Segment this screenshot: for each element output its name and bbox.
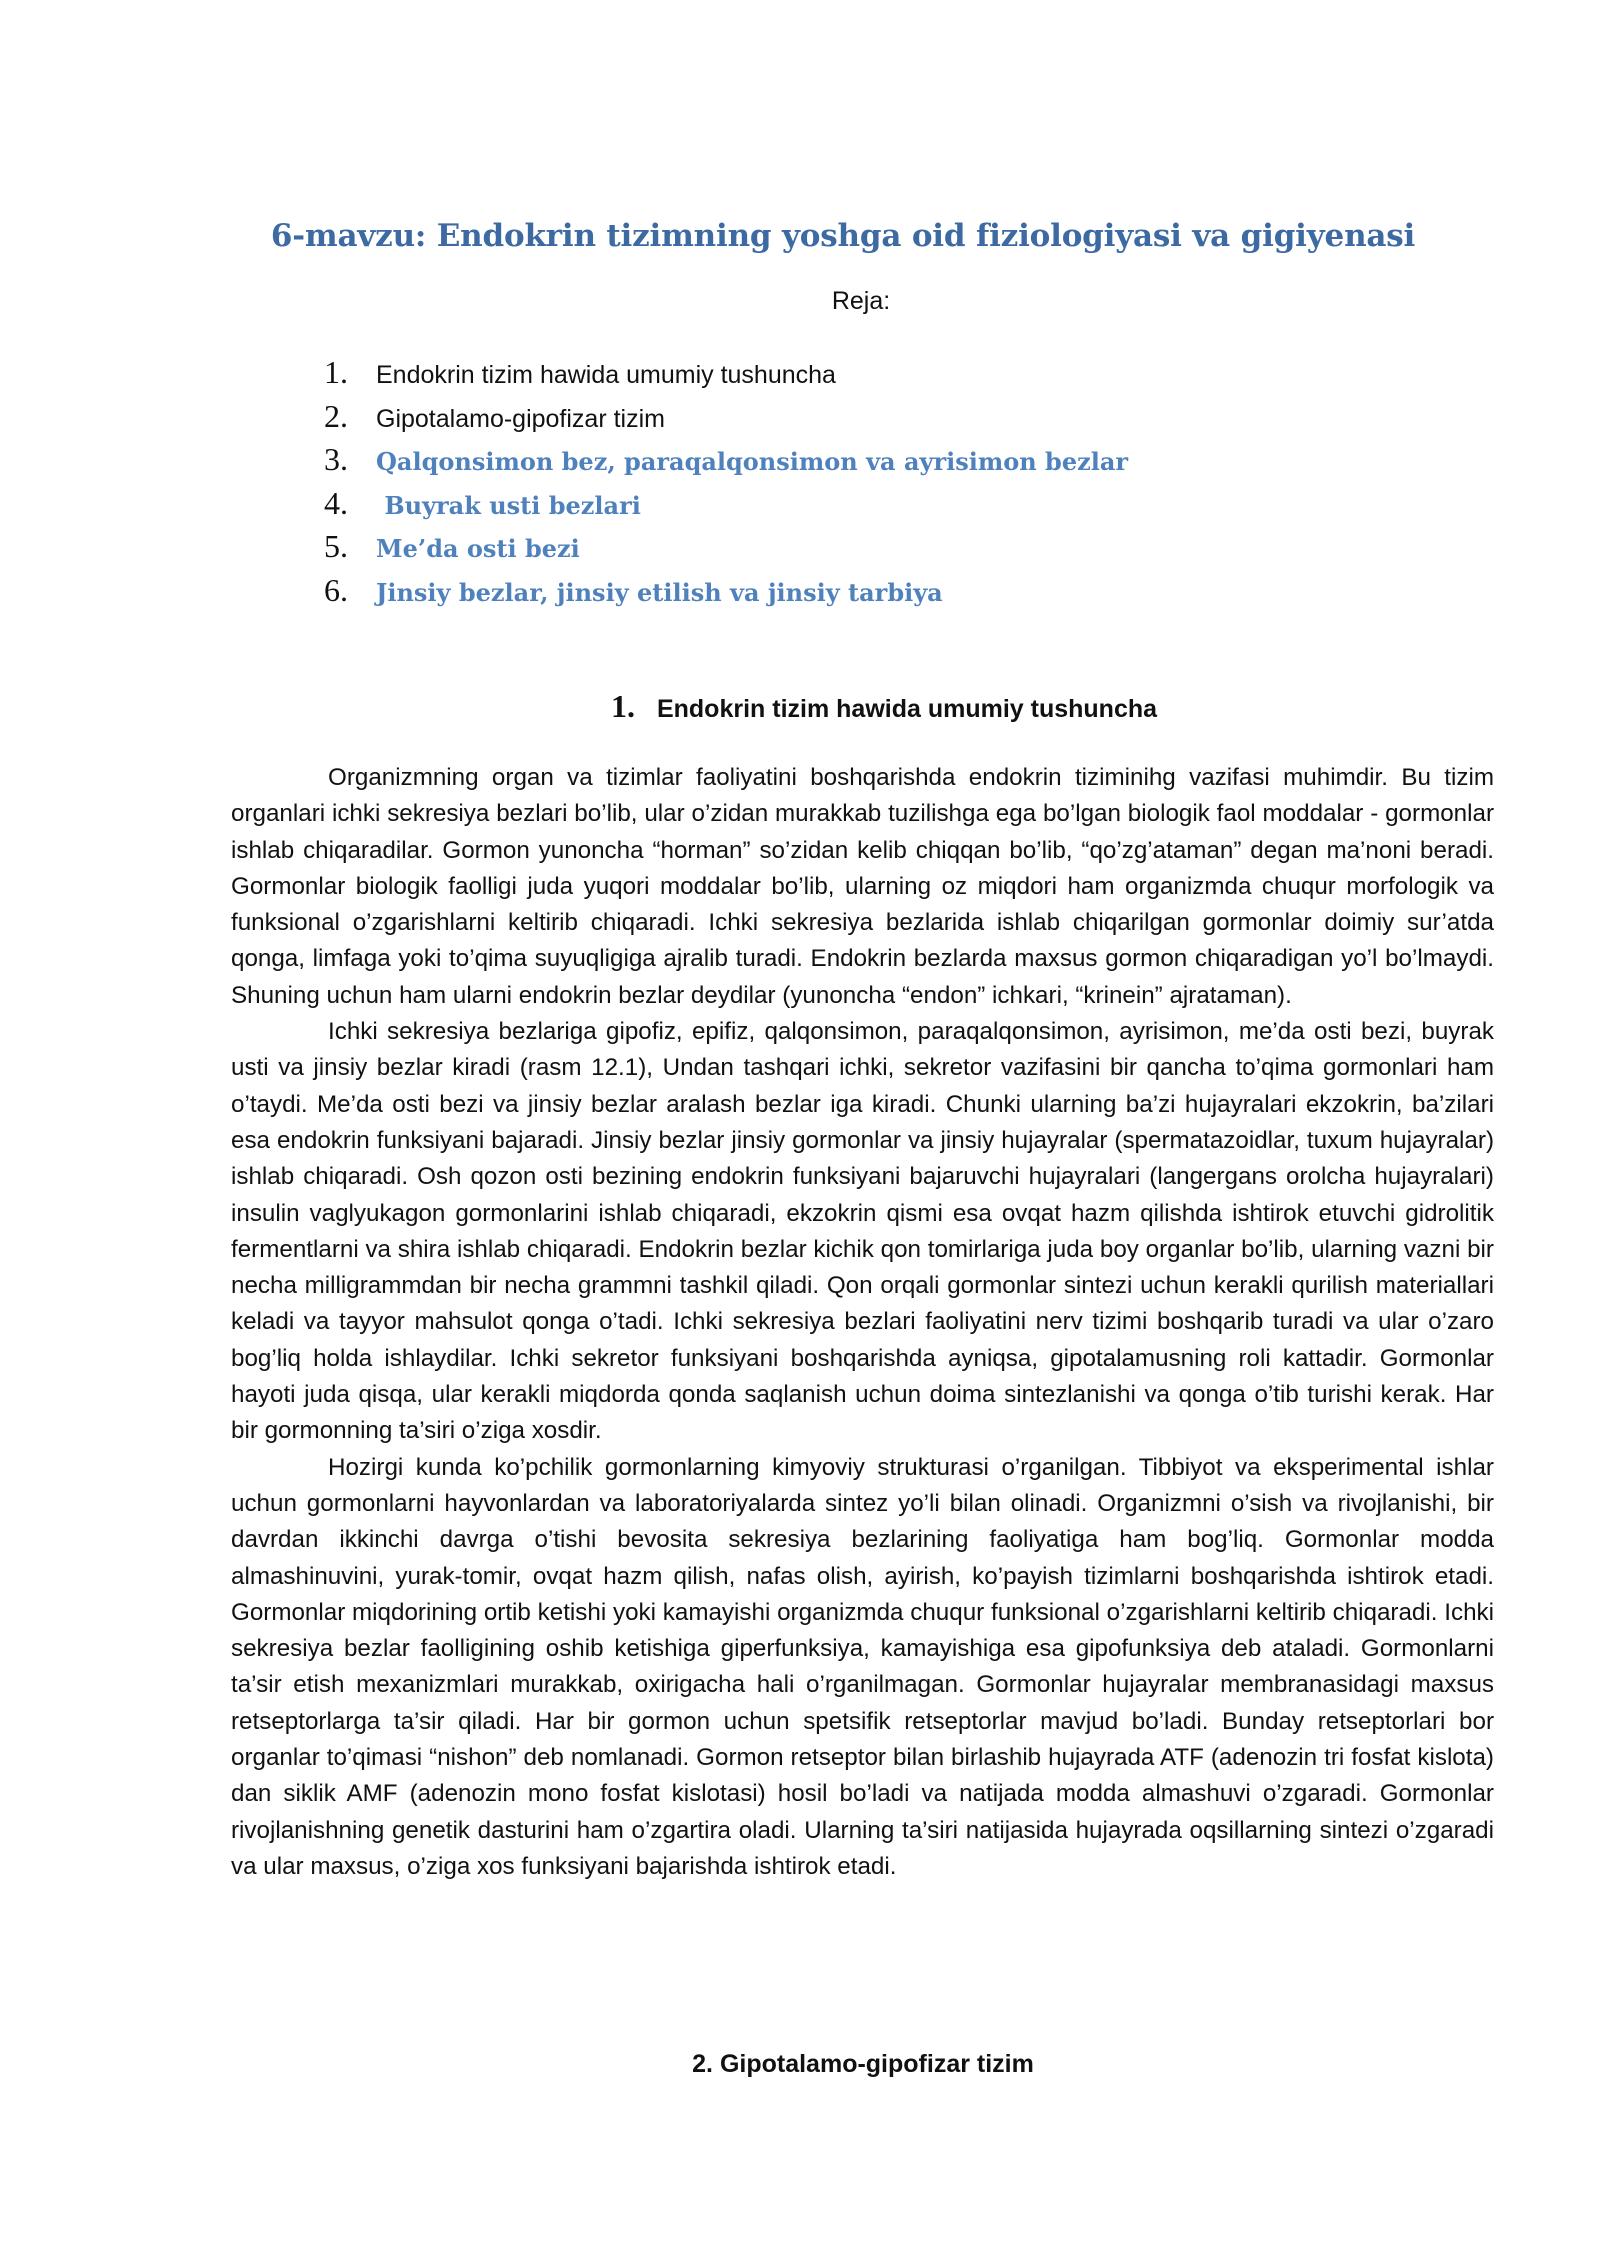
plan-item [324,572,1128,616]
body-paragraph: Hozirgi kunda ko’pchilik gormonlarning kimyoviy strukturasi o’rganilgan. Tibbiyot va eksperimental ishlar uchun gormonlarni hayvonlardan va laboratoriyalarda sintez yo’li bilan olinadi. Organizmni o’sish va rivojlanishi, bir davrdan ikkinchi davrga o’tishi bevosita sekresiya bezlarining faoliyatiga ham bog’liq. Gormonlar modda almashinuvini, yurak-tomir, ovqat hazm qilish, nafas olish, ayirish, ko’payish tizimlarni boshqarishda ishtirok etadi. Gormonlar miqdorining ortib ketishi yoki kamayishi organizmda chuqur funksional o’zgarishlarni keltirib chiqaradi. Ichki sekresiya bezlar faolligining oshib ketishiga giperfunksiya, kamayishiga esa gipofunksiya deb ataladi. Gormonlarni ta’sir etish mexanizmlari murakkab, oxirigacha hali o’rganilmagan. Gormonlar hujayralar membranasidagi maxsus retseptorlarga ta’sir qiladi. Har bir gormon uchun spetsifik retseptorlar mavjud bo’ladi. Bunday retseptorlari bor organlar to’qimasi “nishon” deb nomlanadi. Gormon retseptor bilan birlashib hujayrada ATF (adenozin tri fosfat kislota) dan siklik AMF (adenozin mono fosfat kislotasi) hosil bo’ladi va natijada modda almashuvi o’zgaradi. Gormonlar rivojlanishning genetik dasturini ham o’zgartira oladi. Ularning ta’siri natijasida hujayrada oqsillarning sintezi o’zgaradi va ular maxsus, o’ziga xos funksiyani bajarishda ishtirok etadi. [231,1453,1494,1880]
body-paragraph: Ichki sekresiya bezlariga gipofiz, epifiz, qalqonsimon, paraqalqonsimon, ayrisimon, me’da osti bezi, buyrak usti va jinsiy bezlar kiradi (rasm 12.1), Undan tashqari ichki, sekretor vazifasini bir qancha to’qima gormonlari ham o’taydi. Me’da osti bezi va jinsiy bezlar aralash bezlar iga kiradi. Chunki ularning ba’zi hujayralari ekzokrin, ba’zilari esa endokrin funksiyani bajaradi. Jinsiy bezlar jinsiy gormonlar va jinsiy hujayralar (spermatazoidlar, tuxum hujayralar) ishlab chiqaradi. Osh qozon osti bezining endokrin funksiyani bajaruvchi hujayralari (langergans orolcha hujayralari) insulin vaglyukagon gormonlarini ishlab chiqaradi, ekzokrin qismi esa ovqat hazm qilishda ishtirok etuvchi gidrolitik fermentlarni va shira ishlab chiqaradi. Endokrin bezlar kichik qon tomirlariga juda boy organlar bo’lib, ularning vazni bir necha milligrammdan bir necha grammni tashkil qiladi. Qon orqali gormonlar sintezi uchun kerakli qurilish materiallari keladi va tayyor mahsulot qonga o’tadi. Ichki sekresiya bezlari faoliyatini nerv tizimi boshqarib turadi va ular o’zaro bog’liq holda ishlaydilar. Ichki sekretor funksiyani boshqarishda ayniqsa, gipotalamusning roli kattadir. Gormonlar hayoti juda qisqa, ular kerakli miqdorda qonda saqlanish uchun doima sintezlanishi va qonga o’tib turishi kerak. Har bir gormonning ta’siri o’ziga xosdir. [231,1018,1494,1445]
plan-item-number: 5. [324,528,348,564]
plan-item-number: 4. [324,484,348,521]
document-title: 6-mavzu: Endokrin tizimning yoshga oid fiziologiyasi va gigiyenasi [270,218,1416,254]
body-paragraph: Organizmning organ va tizimlar faoliyatini boshqarishda endokrin tiziminihg vazifasi muhimdir. Bu tizim organlari ichki sekresiya bezlari bo’lib, ular o’zidan murakkab tuzilishga ega bo’lgan biologik faol moddalar - gormonlar ishlab chiqaradilar. Gormon yunoncha “horman” so’zidan kelib chiqqan bo’lib, “qo’zg’ataman” degan ma’noni beradi. Gormonlar biologik faolligi juda yuqori moddalar bo’lib, ularning oz miqdori ham organizmda chuqur morfologik va funksional o’zgarishlarni keltirib chiqaradi. Ichki sekresiya bezlarida ishlab chiqarilgan gormonlar doimiy sur’atda qonga, limfaga yoki to’qima suyuqligiga ajralib turadi. Endokrin bezlarda maxsus gormon chiqaradigan yo’l bo’lmaydi. Shuning uchun ham ularni endokrin bezlar deydilar (yunoncha “endon” ichkari, “krinein” ajrataman). [231,764,1494,1009]
plan-item-text: Buyrak usti bezlari [376,490,641,520]
plan-heading: Reja: [831,287,891,315]
section-1-heading [0,688,1600,725]
plan-item [324,441,1128,485]
plan-item-text: Jinsiy bezlar, jinsiy etilish va jinsiy tarbiya [376,577,943,607]
plan-item-text: Qalqonsimon bez, paraqalqonsimon va ayrisimon bezlar [376,447,1129,476]
plan-item-number: 3. [324,441,348,477]
plan-item-number: 6. [324,571,348,608]
plan-item-text: Me’da osti bezi [376,534,580,563]
section-1-title: Endokrin tizim hawida umumiy tushuncha [656,695,1158,723]
plan-list [324,354,1128,615]
plan-item [324,354,1128,398]
plan-item-text: Gipotalamo-gipofizar tizim [376,404,665,433]
plan-item [324,485,1128,529]
section-1-body [231,760,1494,1885]
section-2-heading: 2. Gipotalamo-gipofizar tizim [692,2050,1034,2078]
section-1-number: 1. [610,688,635,724]
plan-item [324,398,1128,442]
plan-item-text: Endokrin tizim hawida umumiy tushuncha [376,361,836,389]
plan-item-number: 2. [324,397,348,434]
plan-item-number: 1. [324,354,348,390]
plan-item [324,528,1128,572]
